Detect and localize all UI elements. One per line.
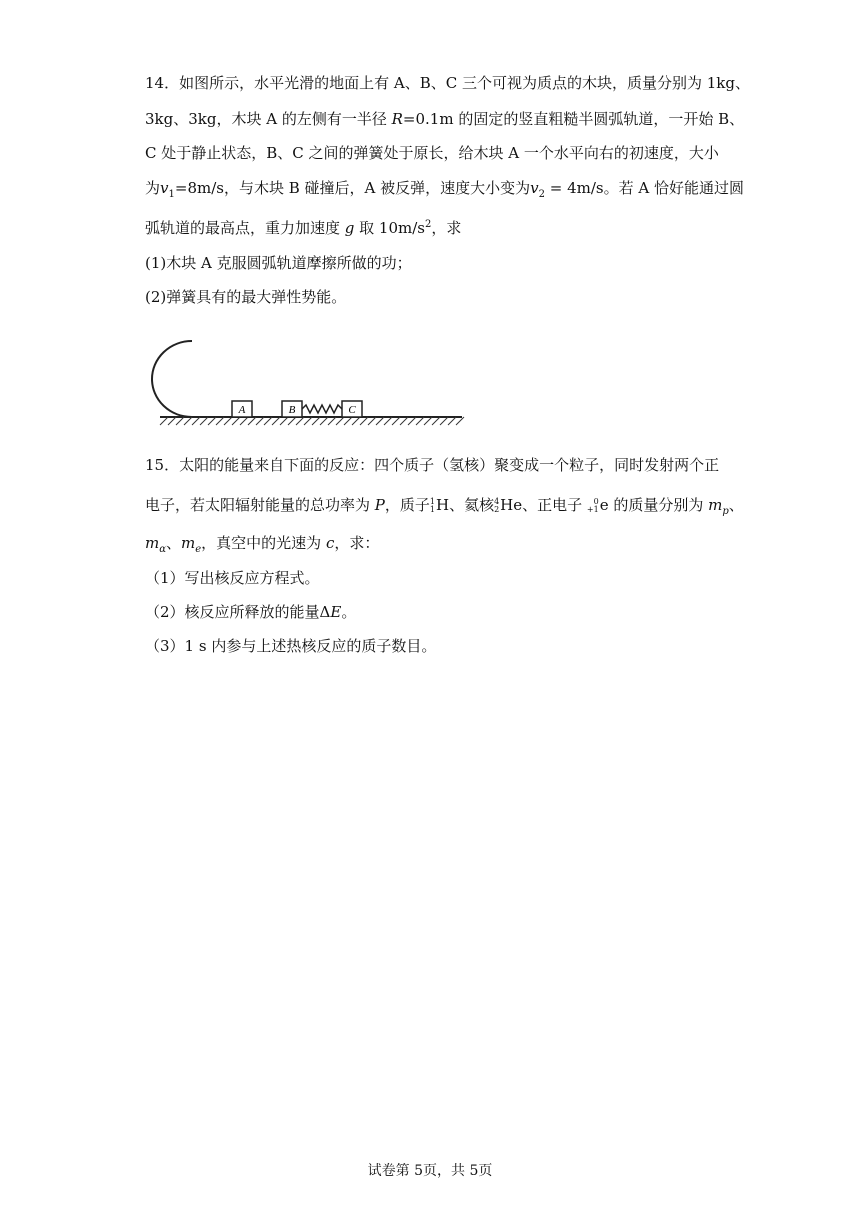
atomic-number: 1 [429, 505, 435, 514]
subscript: e [195, 544, 202, 555]
superscript: 2 [425, 219, 432, 230]
text: 弧轨道的最高点，重力加速度 [145, 219, 345, 237]
positron-numbers [587, 498, 599, 514]
semicircle-track [152, 341, 192, 417]
q15-part-2 [145, 602, 356, 622]
subscript: 1 [168, 189, 175, 200]
g-symbol: g [344, 219, 355, 237]
v-symbol: v [160, 179, 169, 197]
subscript: p [722, 506, 729, 517]
q14-part-2: (2)弹簧具有的最大弹性势能。 [145, 288, 347, 306]
v-symbol: v [530, 179, 539, 197]
mass-symbol: m [181, 534, 196, 552]
text: ，求： [334, 534, 380, 552]
spring [302, 405, 342, 413]
q14-line-3: C 处于静止状态，B、C 之间的弹簧处于原长，给木块 A 一个水平向右的初速度，大小 [145, 144, 719, 162]
text: 、 [728, 496, 744, 514]
mass-symbol: m [708, 496, 723, 514]
helium-nuclide-numbers [494, 498, 499, 514]
radius-symbol: R [391, 110, 403, 128]
text: 。 [341, 603, 357, 621]
text: ，真空中的光速为 [201, 534, 326, 552]
text: 为 [145, 179, 161, 197]
text: He、正电子 [500, 496, 587, 514]
subscript: α [159, 544, 166, 555]
energy-symbol: E [330, 603, 342, 621]
atomic-number: 2 [494, 505, 500, 514]
q14-line-1: 14．如图所示，水平光滑的地面上有 A、B、C 三个可视为质点的木块，质量分别为 1kg、 [145, 74, 750, 92]
mass-symbol: m [145, 534, 160, 552]
q14-line-4 [145, 178, 744, 205]
mass-number: 1 [429, 497, 435, 506]
q15-line-2 [145, 495, 744, 522]
q14-line-5 [145, 215, 461, 238]
power-symbol: P [374, 496, 385, 514]
physics-figure [150, 335, 470, 435]
text: 取 10m/s [354, 219, 425, 237]
mass-number: 0 [593, 497, 599, 506]
proton-nuclide-numbers [430, 498, 435, 514]
page-footer: 试卷第 5页，共 5页 [367, 1163, 493, 1179]
text: 3kg、3kg，木块 A 的左侧有一半径 [145, 110, 392, 128]
text: ，质子 [384, 496, 430, 514]
text: e 的质量分别为 [599, 496, 709, 514]
q14-line-2 [145, 109, 744, 129]
subscript: 2 [538, 189, 545, 200]
text: （2）核反应所释放的能量Δ [145, 603, 331, 621]
block-b-label: B [288, 404, 296, 416]
charge-number: +1 [586, 505, 599, 514]
text: =0.1m 的固定的竖直粗糙半圆弧轨道，一开始 B、 [402, 110, 745, 128]
mass-number: 4 [494, 497, 500, 506]
text: H、氦核 [435, 496, 495, 514]
ground-hatching [160, 417, 464, 425]
block-a-label: A [238, 404, 246, 416]
q15-part-3: （3）1 s 内参与上述热核反应的质子数目。 [145, 637, 437, 655]
block-c-label: C [348, 404, 356, 416]
q15-line-1: 15．太阳的能量来自下面的反应：四个质子（氢核）聚变成一个粒子，同时发射两个正 [145, 456, 720, 474]
text: =8m/s，与木块 B 碰撞后，A 被反弹，速度大小变为 [174, 179, 531, 197]
text: 电子，若太阳辐射能量的总功率为 [145, 496, 375, 514]
light-speed-symbol: c [325, 534, 335, 552]
text: = 4m/s。若 A 恰好能通过圆 [544, 179, 744, 197]
q14-part-1: (1)木块 A 克服圆弧轨道摩擦所做的功； [145, 254, 412, 272]
q15-part-1: （1）写出核反应方程式。 [145, 569, 320, 587]
q15-line-3 [145, 533, 379, 560]
text: ，求 [431, 219, 462, 237]
text: 、 [166, 534, 182, 552]
